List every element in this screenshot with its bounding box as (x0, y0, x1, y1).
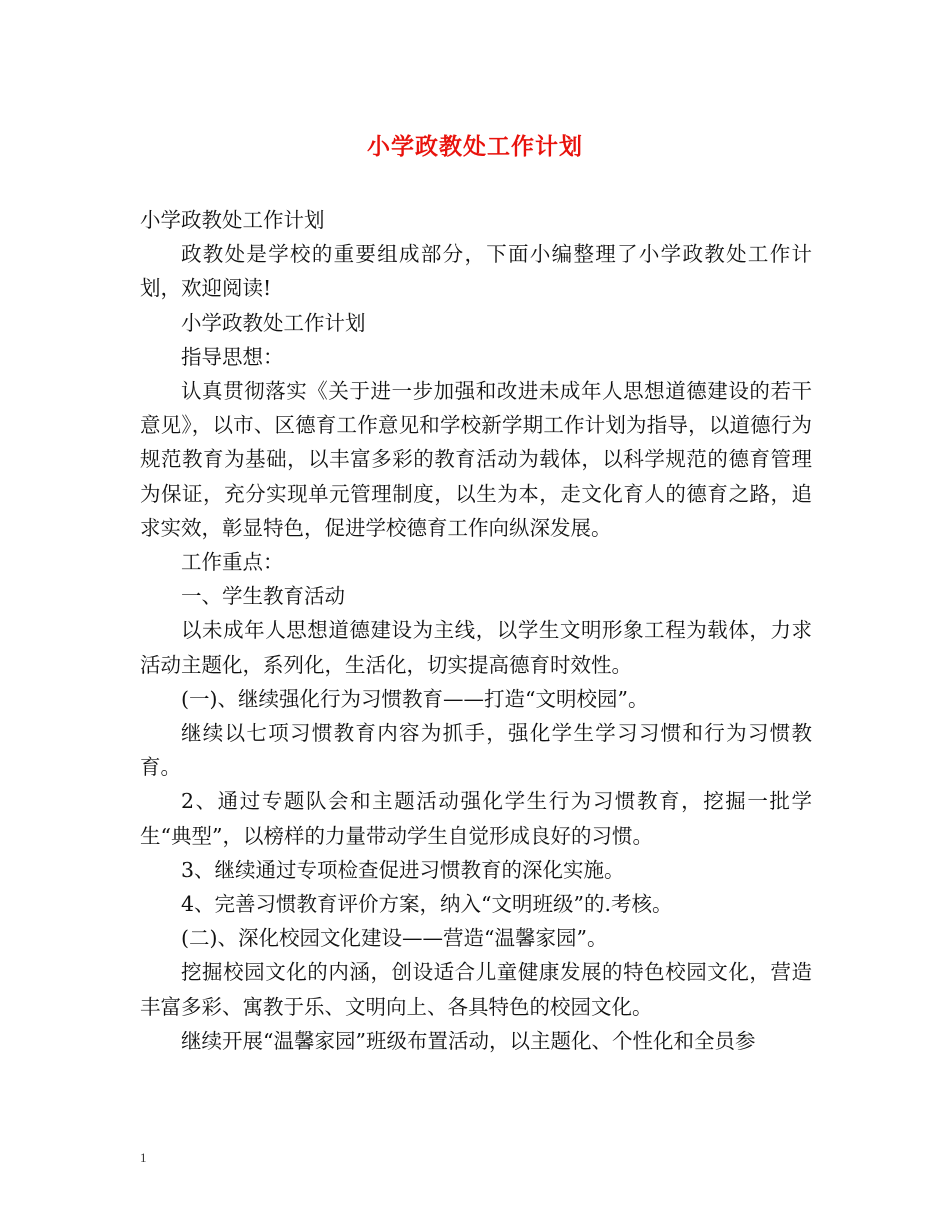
document-body (140, 203, 812, 1058)
paragraph-habits-1: 继续以七项习惯教育内容为抓手，强化学生学习习惯和行为习惯教育。 (140, 721, 812, 780)
paragraph-intro: 政教处是学校的重要组成部分，下面小编整理了小学政教处工作计划，欢迎阅读! (140, 242, 812, 301)
section-heading-student-activities: 一、学生教育活动 (181, 584, 345, 609)
paragraph-habits-3: 3、继续通过专项检查促进习惯教育的深化实施。 (181, 857, 625, 882)
section-heading-guiding-thought: 指导思想： (181, 344, 284, 369)
page-number: 1 (140, 1150, 147, 1165)
paragraph-campus-culture-1: 挖掘校园文化的内涵，创设适合儿童健康发展的特色校园文化，营造丰富多彩、寓教于乐、文明向上、各具特色的校园文化。 (140, 960, 812, 1019)
paragraph-habits-4: 4、完善习惯教育评价方案，纳入“文明班级”的.考核。 (181, 892, 673, 917)
paragraph-student-activities: 以未成年人思想道德建设为主线，以学生文明形象工程为载体，力求活动主题化，系列化，生活化，切实提高德育时效性。 (140, 618, 812, 677)
section-heading-work-focus: 工作重点： (181, 550, 284, 575)
subsection-heading-campus-culture: (二)、深化校园文化建设——营造“温馨家园”。 (181, 926, 608, 951)
paragraph-campus-culture-2: 继续开展“温馨家园”班级布置活动，以主题化、个性化和全员参 (181, 1028, 756, 1053)
paragraph-subtitle: 小学政教处工作计划 (181, 310, 366, 335)
subsection-heading-habits: (一)、继续强化行为习惯教育——打造“文明校园”。 (181, 686, 649, 711)
document-title: 小学政教处工作计划 (367, 133, 583, 160)
paragraph-heading: 小学政教处工作计划 (140, 208, 325, 232)
paragraph-habits-2: 2、通过专题队会和主题活动强化学生行为习惯教育，挖掘一批学生“典型”，以榜样的力量带动学生自觉形成良好的习惯。 (140, 789, 812, 848)
paragraph-guiding-thought: 认真贯彻落实《关于进一步加强和改进未成年人思想道德建设的若干意见》，以市、区德育工作意见和学校新学期工作计划为指导，以道德行为规范教育为基础，以丰富多彩的教育活动为载体，以科学规范的德育管理为保证，充分实现单元管理制度，以生为本，走文化育人的德育之路，追求实效，彰显特色，促进学校德育工作向纵深发展。 (140, 379, 812, 540)
